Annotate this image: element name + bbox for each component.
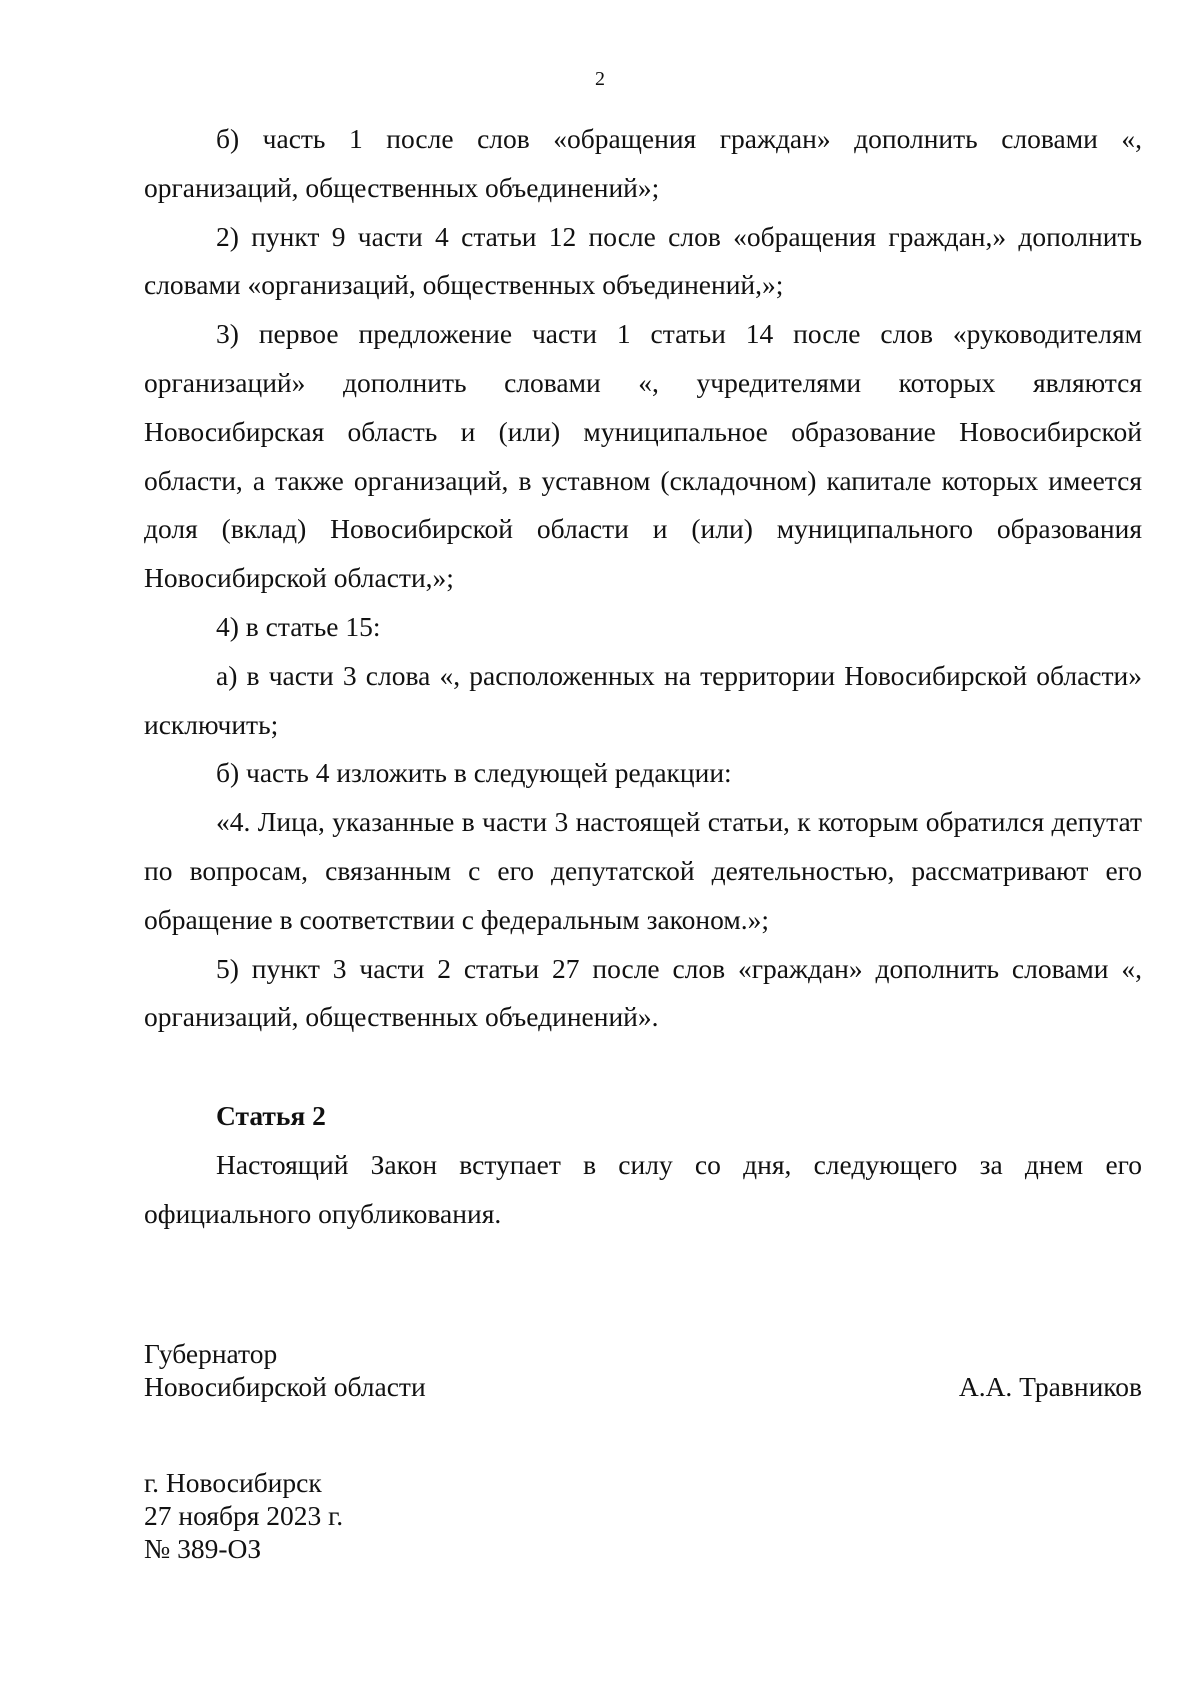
- amendments-list: [144, 115, 1142, 1042]
- paragraph-3: 3) первое предложение части 1 статьи 14 после слов «руководителям организаций» дополнить словами «, учредителями которых являются Новосибирская область и (или) муниципальное образование Новосибирской области, а также организаций, в уставном (складочном) капитале которых имеется доля (вклад) Новосибирской области и (или) муниципального образования Новосибирской области,»;: [144, 318, 1142, 594]
- paragraph-4a: а) в части 3 слова «, расположенных на территории Новосибирской области» исключить;: [144, 659, 1142, 740]
- signer-title-line2: Новосибирской области: [144, 1371, 426, 1402]
- footer-number: № 389-ОЗ: [144, 1533, 262, 1564]
- page-number: 2: [595, 68, 605, 90]
- paragraph-quoted-part-4: «4. Лица, указанные в части 3 настоящей статьи, к которым обратился депутат по вопросам, связанным с его депутатской деятельностью, рассматривают его обращение в соответствии с федеральным законом.»;: [144, 806, 1142, 935]
- document-footer: [144, 1466, 343, 1565]
- article-2-heading: Статья 2: [216, 1100, 326, 1131]
- article-2: [144, 1092, 1142, 1238]
- paragraph-5: 5) пункт 3 части 2 статьи 27 после слов «граждан» дополнить словами «, организаций, общественных объединений».: [144, 952, 1142, 1033]
- signature-block: [144, 1337, 1142, 1403]
- article-2-text: Настоящий Закон вступает в силу со дня, следующего за днем его официального опубликования.: [144, 1148, 1142, 1229]
- footer-date: 27 ноября 2023 г.: [144, 1500, 344, 1531]
- paragraph-2: 2) пункт 9 части 4 статьи 12 после слов «обращения граждан,» дополнить словами «организаций, общественных объединений,»;: [144, 220, 1142, 301]
- signer-name: А.А. Травников: [958, 1371, 1142, 1402]
- paragraph-4: 4) в статье 15:: [216, 610, 381, 642]
- footer-city: г. Новосибирск: [144, 1467, 322, 1498]
- paragraph-4b: б) часть 4 изложить в следующей редакции:: [216, 757, 732, 789]
- signer-title-line1: Губернатор: [144, 1338, 278, 1369]
- paragraph-1b: б) часть 1 после слов «обращения граждан» дополнить словами «, организаций, общественных объединений»;: [144, 123, 1142, 203]
